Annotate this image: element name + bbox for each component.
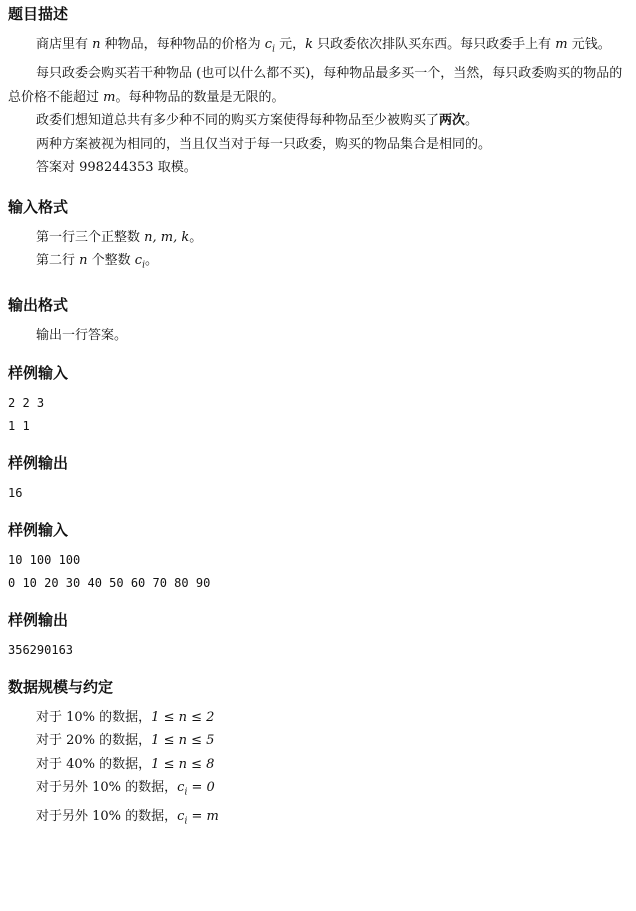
constraint-line-4: 对于另外 10% 的数据，$c_i = 0$ bbox=[36, 780, 215, 798]
sample-output-1-line-1: 16 bbox=[8, 485, 23, 500]
sample-input-1-title: 样例输入 bbox=[8, 363, 69, 382]
constraint-line-3: 对于 40% 的数据，1 ≤ n ≤ 8 bbox=[36, 756, 215, 772]
description-paragraph-5: 答案对 998244353 取模。 bbox=[36, 160, 197, 176]
sample-input-1-line-1: 2 2 3 bbox=[8, 395, 45, 410]
input-format-title: 输入格式 bbox=[8, 197, 69, 216]
description-paragraph-1: 商店里有 n 种物品，每种物品的价格为 $c_i$ 元，k 只政委依次排队买东西。每只政委手上有 m 元钱。 bbox=[36, 37, 611, 55]
description-paragraph-3: 政委们想知道总共有多少种不同的购买方案使得每种物品至少被购买了两次。 bbox=[36, 113, 479, 129]
sample-input-2-title: 样例输入 bbox=[8, 520, 69, 539]
sample-input-1-line-2: 1 1 bbox=[8, 418, 30, 433]
constraint-line-2: 对于 20% 的数据，1 ≤ n ≤ 5 bbox=[36, 733, 215, 749]
sample-output-2-title: 样例输出 bbox=[8, 610, 69, 629]
sample-input-2-line-1: 10 100 100 bbox=[8, 552, 81, 567]
output-format-line-1: 输出一行答案。 bbox=[36, 328, 128, 344]
constraint-line-1: 对于 10% 的数据，1 ≤ n ≤ 2 bbox=[36, 709, 215, 725]
sample-output-1-title: 样例输出 bbox=[8, 453, 69, 472]
description-paragraph-2: 每只政委会购买若干种物品 (也可以什么都不买)，每种物品最多买一个，当然，每只政委购买的物品的总价格不能超过 m。每种物品的数量是无限的。 bbox=[8, 66, 623, 105]
sample-output-2-line-1: 356290163 bbox=[8, 642, 74, 657]
constraint-line-5: 对于另外 10% 的数据，$c_i = m$ bbox=[36, 809, 219, 827]
input-format-line-1: 第一行三个正整数 n, m, k。 bbox=[36, 229, 203, 245]
description-paragraph-4: 两种方案被视为相同的，当且仅当对于每一只政委，购买的物品集合是相同的。 bbox=[36, 136, 492, 152]
input-format-line-2: 第二行 n 个整数 $c_i$。 bbox=[36, 253, 158, 271]
sample-input-2-line-2: 0 10 20 30 40 50 60 70 80 90 bbox=[8, 575, 211, 590]
constraints-title: 数据规模与约定 bbox=[8, 677, 114, 696]
output-format-title: 输出格式 bbox=[8, 296, 69, 315]
description-title: 题目描述 bbox=[8, 5, 69, 23]
